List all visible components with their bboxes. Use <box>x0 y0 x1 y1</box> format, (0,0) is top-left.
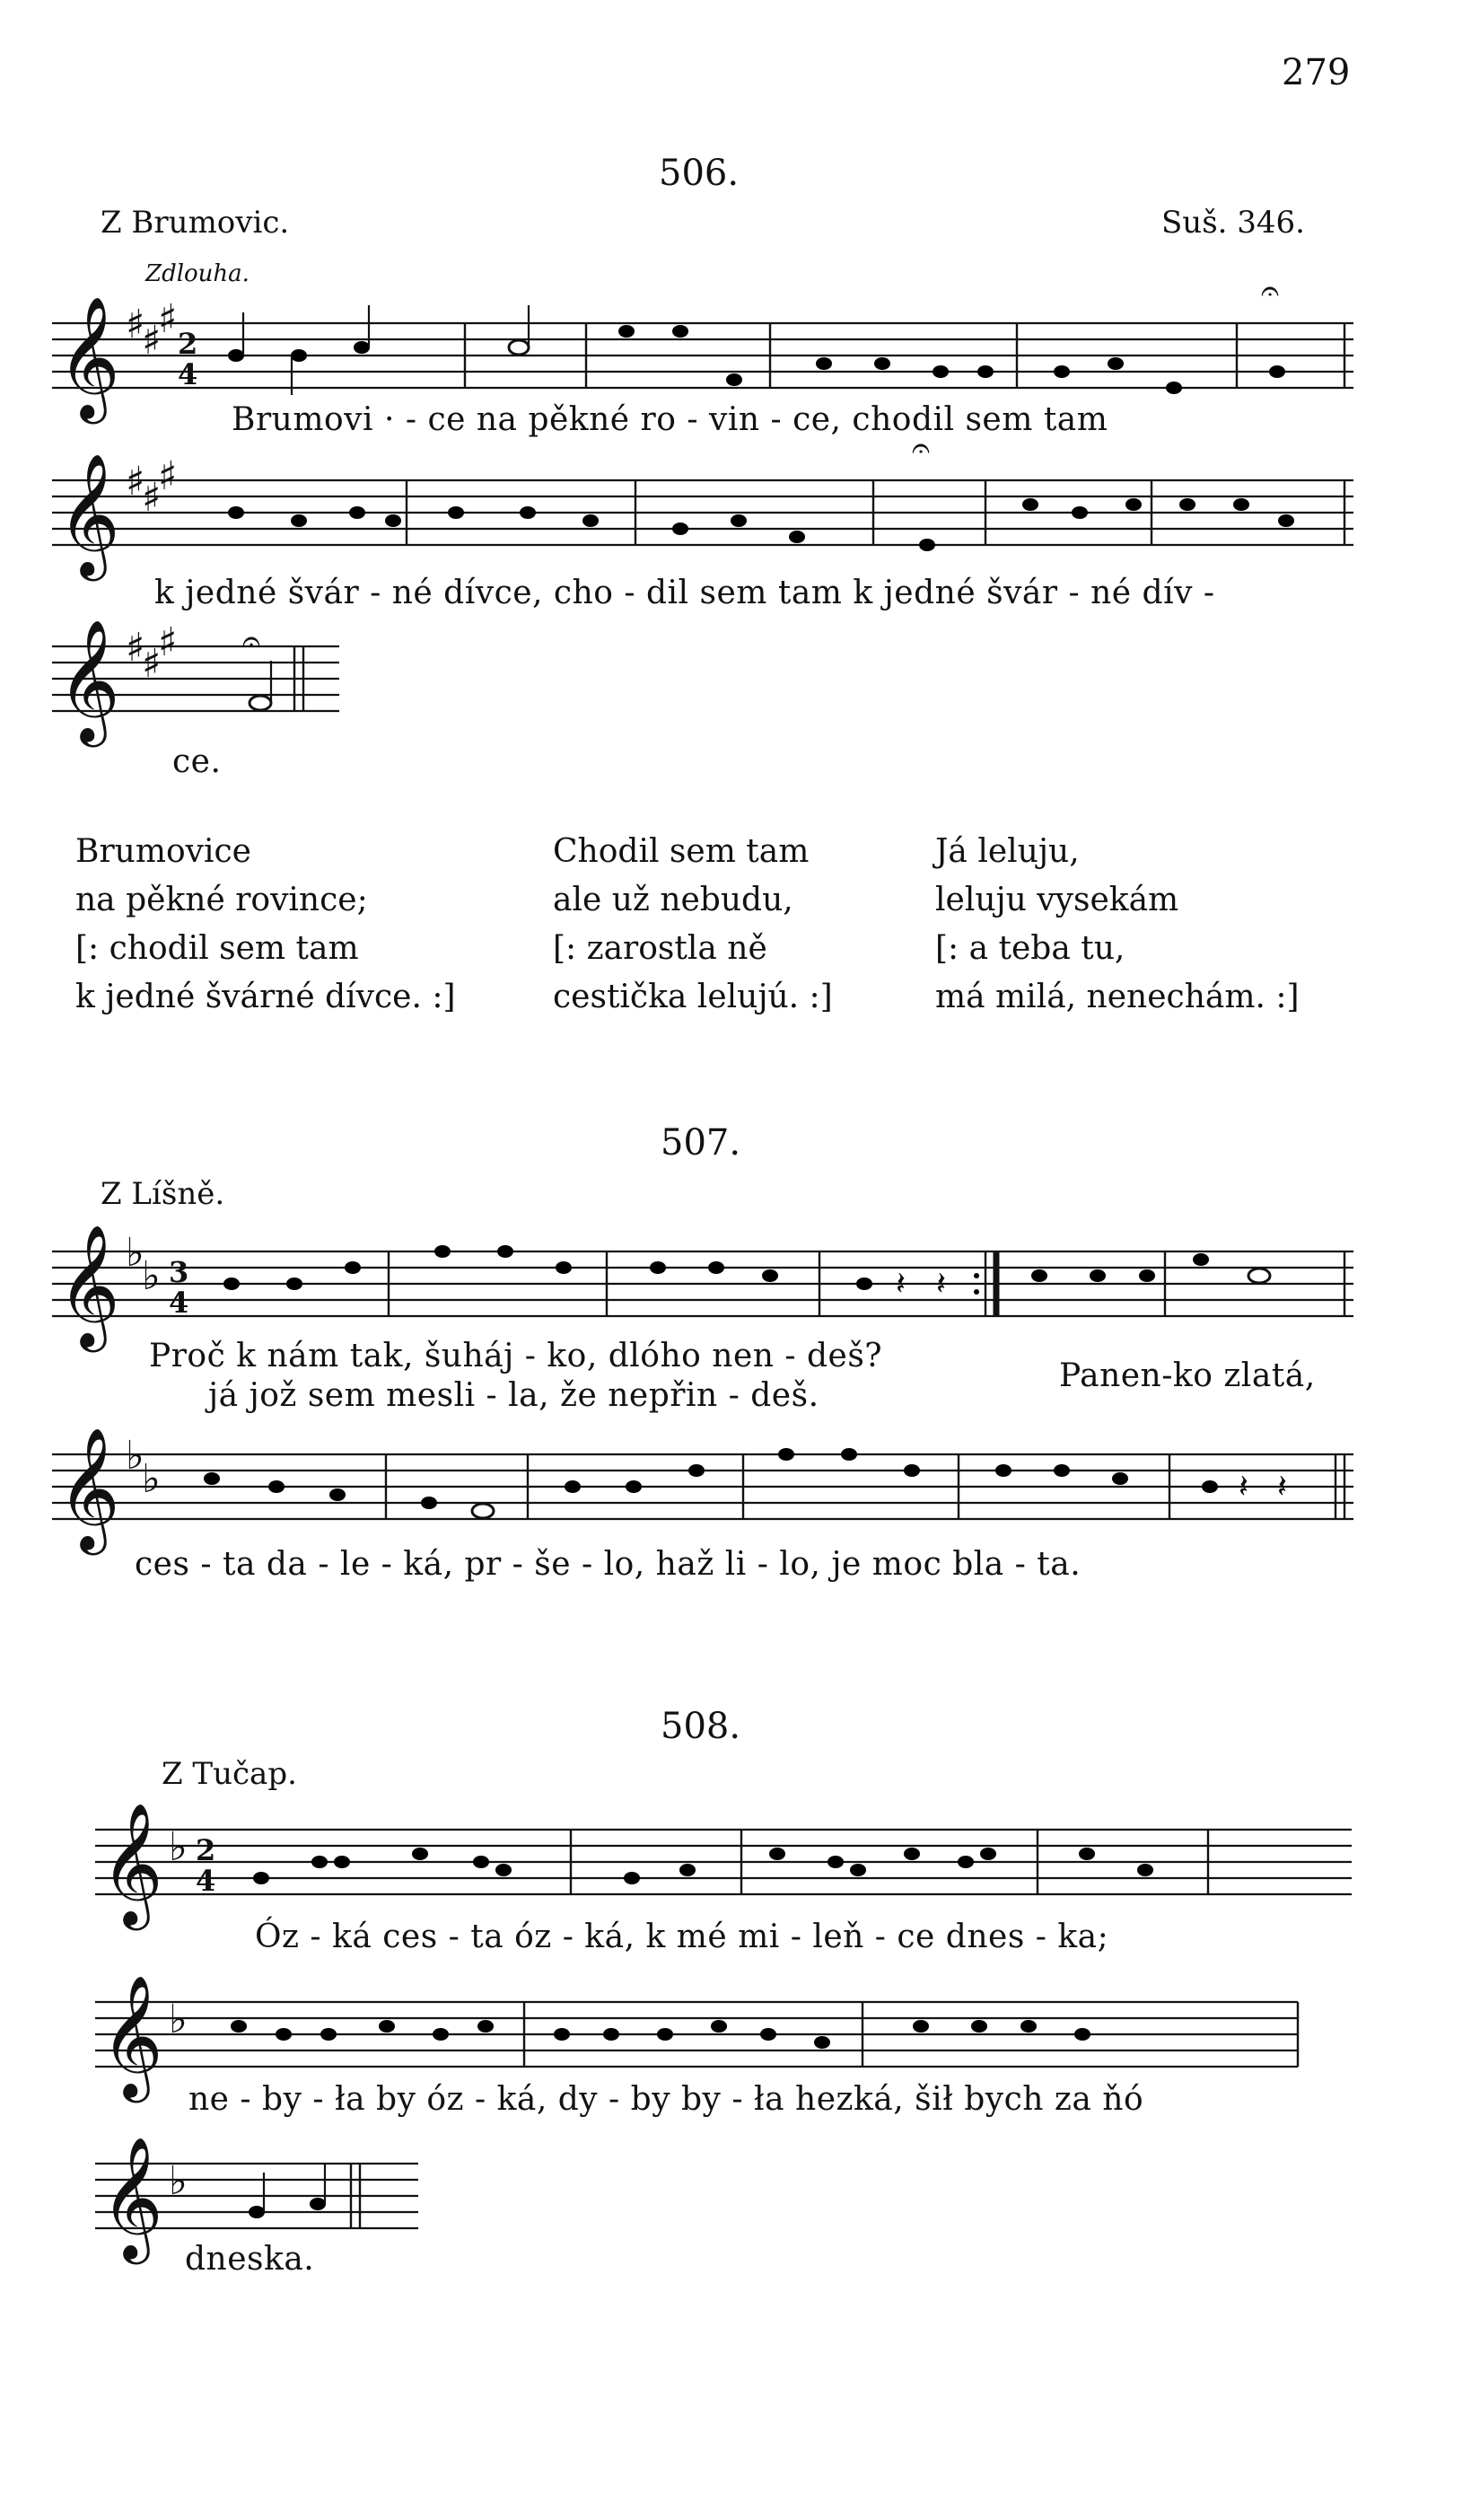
svg-text:𝄐: 𝄐 <box>912 430 931 467</box>
time-signature-top: 3 <box>169 1255 189 1289</box>
verse-line: Já leluju, <box>935 833 1080 870</box>
sharp-icon: ♯ <box>126 302 145 347</box>
treble-clef-icon: 𝄞 <box>57 452 120 575</box>
verse-2 <box>553 828 833 1022</box>
lyrics-506-line-1: Brumovi · - ce na pěkné ro - vin - ce, chodil sem tam <box>232 401 1108 438</box>
lyrics-507-line-1a: Proč k nám tak, šuháj - ko, dlóho nen - deš? <box>149 1338 883 1374</box>
verse-1 <box>75 828 456 1022</box>
verse-3 <box>935 828 1300 1022</box>
verse-line: má milá, nenechám. :] <box>935 979 1300 1015</box>
sharp-icon: ♯ <box>142 475 162 521</box>
lyrics-508-line-3: dneska. <box>185 2241 315 2278</box>
lyrics-507-line-2: ces - ta da - le - ká, pr - še - lo, haž li - lo, je moc bla - ta. <box>135 1546 1082 1583</box>
treble-clef-icon: 𝄞 <box>101 1973 163 2097</box>
notes <box>204 1448 1344 1519</box>
verse-line: [: zarostla ně <box>553 930 767 967</box>
notes <box>228 430 1344 551</box>
verse-line: ale už nebudu, <box>553 882 793 918</box>
lyrics-507-line-1b: já jož sem mesli - la, že nepřin - deš. <box>208 1377 819 1414</box>
svg-text:𝄐: 𝄐 <box>242 623 261 660</box>
song-origin-506: Z Brumovic. <box>101 205 290 241</box>
time-signature-top: 2 <box>178 327 198 361</box>
treble-clef-icon: 𝄞 <box>101 2135 163 2259</box>
notes <box>223 1245 1344 1316</box>
verse-line: cestička lelujú. :] <box>553 979 833 1015</box>
sharp-icon: ♯ <box>142 641 162 687</box>
sharp-icon: ♯ <box>126 625 145 671</box>
verse-line: [: a teba tu, <box>935 930 1125 967</box>
staff-507-line-2 <box>52 1427 1353 1553</box>
verse-line: Chodil sem tam <box>553 833 810 870</box>
sharp-icon: ♯ <box>158 619 178 665</box>
time-signature-bottom: 4 <box>169 1286 189 1320</box>
time-signature-bottom: 4 <box>196 1864 216 1898</box>
sharp-icon: ♯ <box>158 453 178 499</box>
sharp-icon: ♯ <box>142 318 162 364</box>
flat-icon: ♭ <box>126 1230 144 1276</box>
flat-icon: ♭ <box>169 2158 188 2204</box>
song-number-508: 508. <box>661 1706 741 1747</box>
lyrics-506-line-2: k jedné švár - né dívce, cho - dil sem tam k jedné švár - né dív - <box>154 575 1215 611</box>
song-number-507: 507. <box>661 1122 741 1163</box>
flat-icon: ♭ <box>169 1824 188 1870</box>
treble-clef-icon: 𝄞 <box>57 1426 120 1550</box>
treble-clef-icon: 𝄞 <box>57 294 120 418</box>
flat-icon: ♭ <box>142 1456 161 1502</box>
staff-506-line-2 <box>52 430 1353 579</box>
lyrics-508-line-1: Óz - ká ces - ta óz - ká, k mé mi - leň - ce dnes - ka; <box>255 1919 1109 1955</box>
svg-text:𝄽: 𝄽 <box>896 1266 906 1303</box>
time-signature-top: 2 <box>196 1833 216 1867</box>
flat-icon: ♭ <box>142 1253 161 1299</box>
staff-507-line-1 <box>52 1225 1353 1350</box>
notes <box>228 273 1344 395</box>
song-origin-508: Z Tučap. <box>162 1756 297 1792</box>
time-signature-bottom: 4 <box>178 357 198 391</box>
staff-506-line-3 <box>52 619 348 745</box>
tempo-marking: Zdlouha. <box>145 260 250 287</box>
song-reference-506: Suš. 346. <box>1161 205 1305 241</box>
treble-clef-icon: 𝄞 <box>57 1223 120 1347</box>
song-origin-507: Z Líšně. <box>101 1176 225 1212</box>
svg-text:𝄽: 𝄽 <box>936 1266 947 1303</box>
flat-icon: ♭ <box>169 1997 188 2042</box>
verse-line: leluju vysekám <box>935 882 1179 918</box>
verse-line: [: chodil sem tam <box>75 930 359 967</box>
verse-line: na pěkné rovince; <box>75 882 368 918</box>
lyrics-506-line-3: ce. <box>172 743 222 780</box>
song-number-506: 506. <box>659 153 740 194</box>
page-number: 279 <box>1282 52 1351 93</box>
svg-text:𝄽: 𝄽 <box>1239 1469 1249 1506</box>
svg-text:𝄽: 𝄽 <box>1277 1469 1288 1506</box>
staff-508-line-1 <box>95 1803 1352 1928</box>
flat-icon: ♭ <box>126 1433 144 1479</box>
verse-line: Brumovice <box>75 833 251 870</box>
svg-text:𝄐: 𝄐 <box>1261 273 1280 310</box>
sharp-icon: ♯ <box>158 296 178 342</box>
lyrics-508-line-2: ne - by - ła by óz - ká, dy - by by - ła hezká, šił bych za ňó <box>188 2081 1144 2118</box>
lyrics-507-refrain: Panen-ko zlatá, <box>1059 1357 1316 1394</box>
sharp-icon: ♯ <box>126 459 145 505</box>
verse-line: k jedné švárné dívce. :] <box>75 979 456 1015</box>
treble-clef-icon: 𝄞 <box>57 618 120 742</box>
treble-clef-icon: 𝄞 <box>101 1801 163 1925</box>
